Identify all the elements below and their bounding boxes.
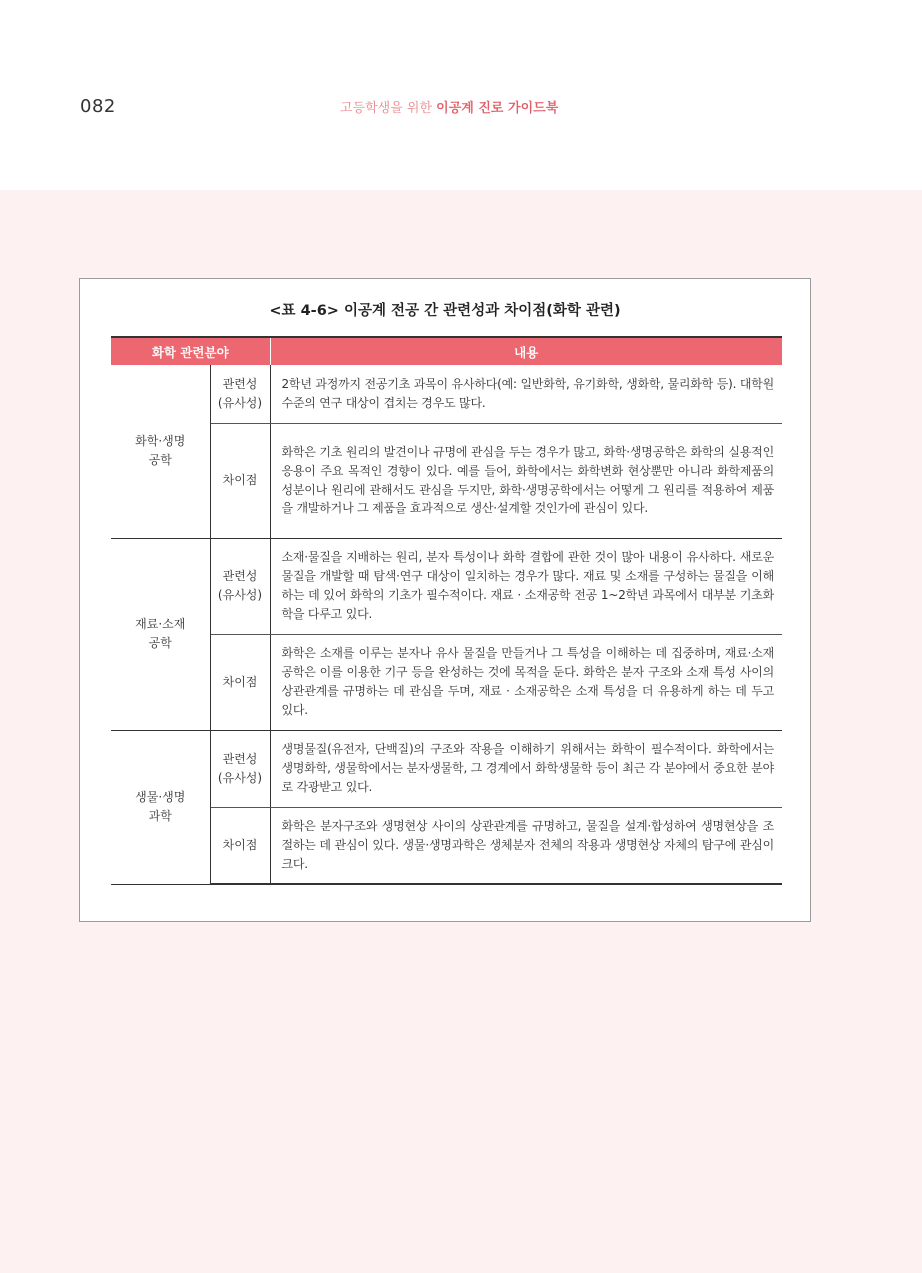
kind-label-line: 관련성 (222, 569, 258, 583)
kind-cell (210, 538, 270, 634)
running-head (340, 97, 558, 116)
page-number: 082 (80, 96, 116, 117)
field-label-line: 공학 (148, 453, 172, 468)
table-row (111, 807, 782, 884)
column-header-field: 화학 관련분야 (111, 337, 270, 365)
kind-label-line: 관련성 (222, 751, 258, 766)
kind-cell (210, 634, 270, 730)
kind-cell (210, 423, 270, 538)
table-title: <표 4-6> 이공계 전공 간 관련성과 차이점(화학 관련) (269, 303, 621, 319)
page-header-area (0, 0, 922, 190)
kind-label-line: 차이점 (222, 837, 258, 852)
kind-cell (210, 807, 270, 884)
field-label-line: 공학 (148, 636, 172, 650)
field-label-line: 재료·소재 (135, 617, 186, 631)
kind-label-line: (유사성) (217, 770, 263, 785)
table-box (79, 278, 811, 922)
table-row (111, 538, 782, 634)
content-cell: 화학은 분자구조와 생명현상 사이의 상관관계를 규명하고, 물질을 설계·합성하여 생명현상을 조절하는 데 관심이 있다. 생물·생명과학은 생체분자 전체의 작용과 생명현상 자체의 탐구에 관심이 크다. (270, 807, 782, 884)
table-row (111, 423, 782, 538)
table-row (111, 730, 782, 807)
kind-cell (210, 365, 270, 423)
table-row (111, 365, 782, 423)
field-cell (111, 730, 210, 884)
kind-cell (210, 730, 270, 807)
kind-label-line: (유사성) (217, 588, 263, 602)
comparison-table (111, 336, 782, 885)
kind-label-line: 관련성 (222, 376, 258, 391)
content-cell: 소재·물질을 지배하는 원리, 분자 특성이나 화학 결합에 관한 것이 많아 내용이 유사하다. 새로운 물질을 개발할 때 탐색·연구 대상이 일치하는 경우가 많다. 재료 및 소재를 구성하는 물질을 이해하는 데 있어 화학의 기초가 필수적이다. 재료 · 소재공학 전공 1~2학년 과목에서 대부분 기초화학을 다루고 있다. (270, 538, 782, 634)
running-head-title: 이공계 진로 가이드북 (436, 101, 559, 116)
field-cell (111, 365, 210, 538)
field-label-line: 생물·생명 (135, 790, 186, 804)
running-head-prefix: 고등학생을 위한 (340, 101, 437, 116)
field-label-line: 화학·생명 (135, 434, 186, 449)
column-header-content: 내용 (270, 337, 782, 365)
content-cell: 화학은 기초 원리의 발견이나 규명에 관심을 두는 경우가 많고, 화학·생명공학은 화학의 실용적인 응용이 주요 목적인 경향이 있다. 예를 들어, 화학에서는 화학변화 현상뿐만 아니라 화학제품의 성분이나 원리에 관해서도 관심을 두지만, 화학·생명공학에서는 어떻게 그 원리를 적용하여 제품을 개발하거나 그 제품을 효과적으로 생산·설계할 것인가에 관심이 있다. (270, 423, 782, 538)
table-row (111, 634, 782, 730)
field-cell (111, 538, 210, 730)
content-cell: 2학년 과정까지 전공기초 과목이 유사하다(예: 일반화학, 유기화학, 생화학, 물리화학 등). 대학원 수준의 연구 대상이 겹치는 경우도 많다. (270, 365, 782, 423)
kind-label-line: (유사성) (217, 395, 263, 410)
content-cell: 생명물질(유전자, 단백질)의 구조와 작용을 이해하기 위해서는 화학이 필수적이다. 화학에서는 생명화학, 생물학에서는 분자생물학, 그 경계에서 화학생물학 등이 최근 각 분야에서 중요한 분야로 각광받고 있다. (270, 730, 782, 807)
kind-label-line: 차이점 (222, 473, 258, 487)
table-header-row (111, 337, 782, 365)
field-label-line: 과학 (148, 809, 172, 823)
content-cell: 화학은 소재를 이루는 분자나 유사 물질을 만들거나 그 특성을 이해하는 데 집중하며, 재료·소재공학은 이를 이용한 기구 등을 완성하는 것에 목적을 둔다. 화학은 분자 구조와 소재 특성 사이의 상관관계를 규명하는 데 관심을 두며, 재료 · 소재공학은 소재 특성을 더 유용하게 하는 데 두고 있다. (270, 634, 782, 730)
kind-label-line: 차이점 (222, 674, 258, 689)
